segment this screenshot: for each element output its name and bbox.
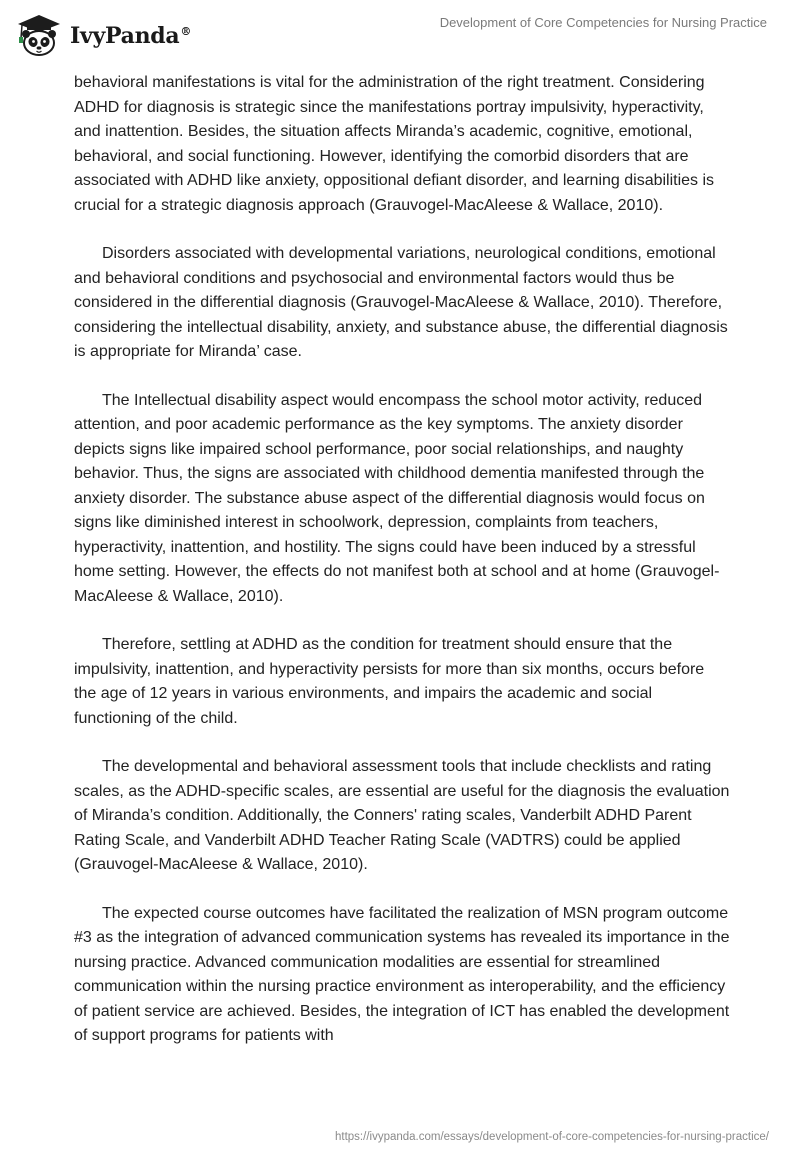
- panda-graduation-cap-icon: [14, 12, 64, 58]
- brand-logo[interactable]: [14, 12, 191, 58]
- paragraph-2: Disorders associated with developmental variations, neurological conditions, emotional and behavioral conditions and psychosocial and environmental factors would thus be considered in the differential diagnosis (Grauvogel-MacAleese & Wallace, 2010). Therefore, considering the intellectual disability, anxiety, and substance abuse, the differential diagnosis is appropriate for Miranda’ case.: [74, 245, 728, 360]
- document-title: Development of Core Competencies for Nursing Practice: [439, 15, 767, 30]
- paragraph-4: Therefore, settling at ADHD as the condition for treatment should ensure that the impulsivity, inattention, and hyperactivity persists for more than six months, occurs before the age of 12 years in various environments, and impairs the academic and social functioning of the child.: [74, 636, 705, 727]
- paragraph-6: The expected course outcomes have facilitated the realization of MSN program outcome #3 as the integration of advanced communication systems has revealed its importance in the nursing practice. Advanced communication modalities are essential for streamlined communication within the nursing practice environment as interoperability, and the efficiency of patient service are achieved. Besides, the integration of ICT has enabled the development of support programs for patients with: [74, 904, 730, 1044]
- paragraph-5: The developmental and behavioral assessment tools that include checklists and rating scales, as the ADHD-specific scales, are essential are useful for the diagnosis the evaluation of Miranda’s condition. Additionally, the Conners' rating scales, Vanderbilt ADHD Parent Rating Scale, and Vanderbilt ADHD Teacher Rating Scale (VADTRS) could be applied (Grauvogel-MacAleese & Wallace, 2010).: [74, 758, 730, 873]
- essay-body: [74, 71, 730, 1073]
- paragraph-3: The Intellectual disability aspect would encompass the school motor activity, reduced attention, and poor academic performance as the key symptoms. The anxiety disorder depicts signs like impaired school performance, poor social relationships, and naughty behavior. Thus, the signs are associated with childhood dementia manifested through the anxiety disorder. The substance abuse aspect of the differential diagnosis would focus on signs like diminished interest in schoolwork, depression, complaints from teachers, hyperactivity, inattention, and hostility. The signs could have been induced by a stressful home setting. However, the effects do not manifest both at school and at home (Grauvogel-MacAleese & Wallace, 2010).: [74, 391, 720, 605]
- source-url[interactable]: https://ivypanda.com/essays/development-of-core-competencies-for-nursing-practice/: [335, 1131, 769, 1143]
- page-header: [0, 0, 800, 70]
- paragraph-1: behavioral manifestations is vital for the administration of the right treatment. Considering ADHD for diagnosis is strategic since the manifestations portray impulsivity, hyperactivity, and inattention. Besides, the situation affects Miranda’s academic, cognitive, emotional, behavioral, and social functioning. However, identifying the comorbid disorders that are associated with ADHD like anxiety, oppositional defiant disorder, and learning disabilities is crucial for a strategic diagnosis approach (Grauvogel-MacAleese & Wallace, 2010).: [74, 74, 715, 214]
- brand-name: IvyPanda®: [70, 23, 192, 49]
